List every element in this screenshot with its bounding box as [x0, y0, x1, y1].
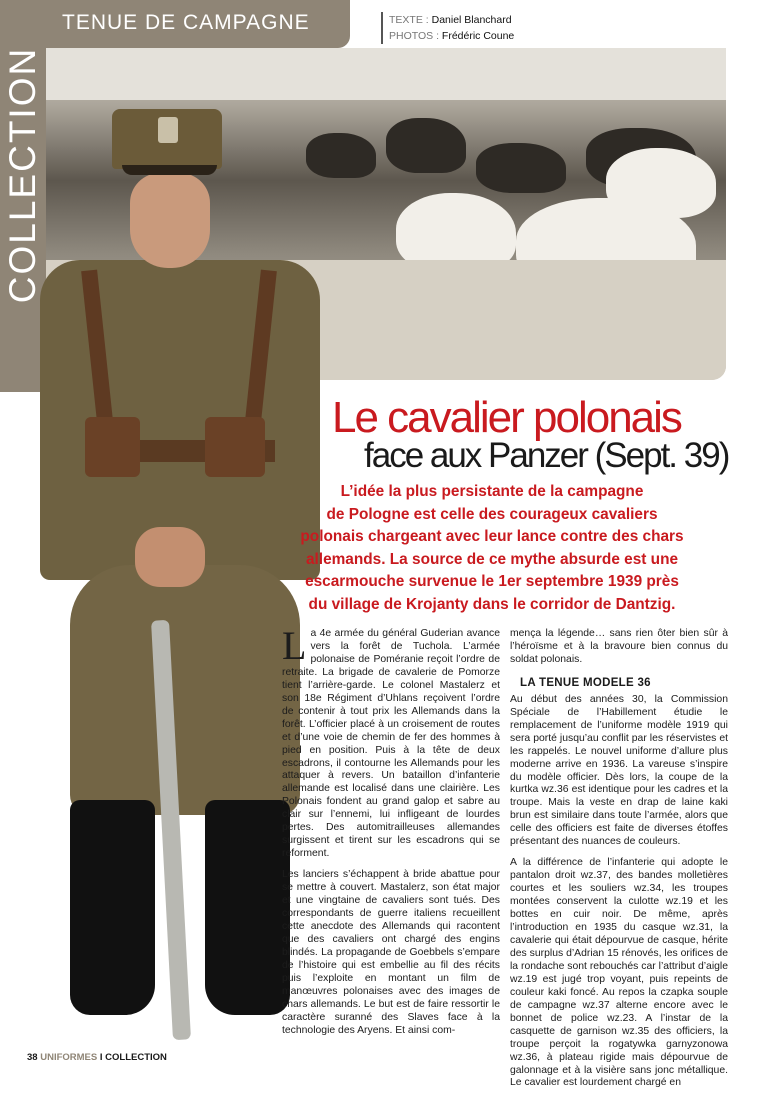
soldier-face: [130, 173, 210, 268]
magazine-name: UNIFORMES: [40, 1052, 98, 1063]
soldier-hands: [135, 527, 205, 587]
body-paragraph: Les lanciers s’échappent à bride abattue pour se mettre à couvert. Mastalerz, son état major et une vingtaine de cavaliers sont tués. Des correspondants de guerre italiens recueillent cette anecdote des Allemands qui racontent que des cavaliers ont chargé des engins blindés. La propagande de Goebbels s’empare de l’histoire qui est embellie au fil des récits puis l’exploite en montant un film de manœuvres polonaises avec des images de chars allemands. Le but est de faire ressortir le caractère suranné des Slaves face à la technologie des Aryens. Et ainsi com-: [282, 869, 500, 1036]
photo-sky: [46, 48, 726, 100]
body-paragraph: Au début des années 30, la Commission Spéciale de l’Habillement étudie le remplacement de l’uniforme modèle 1919 qui sera porté jusqu’au conflit par les réservistes et les rappelés. Le nouvel uniforme d’allure plus moderne arrive en 1936. La vareuse s’inspire du modèle officier. Dès lors, la coupe de la kurtka wz.36 est identique pour les cadres et la troupe. Mais la veste en drap de laine kaki brun est similaire dans toute l’armée, alors que celle des officiers est faite de diverses étoffes présentant des nuances de couleurs.: [510, 693, 728, 848]
photo-credit-author: Frédéric Coune: [441, 30, 515, 42]
soldier-boot: [205, 800, 290, 1015]
lead-line: de Pologne est celle des courageux cavaliers: [326, 505, 658, 523]
section-banner: [46, 0, 350, 48]
cap-visor: [122, 165, 217, 175]
body-column-2: [510, 628, 728, 1098]
section-subheading: LA TENUE MODELE 36: [520, 676, 651, 689]
footer-separator: I: [99, 1052, 103, 1063]
photo-credit: [389, 28, 514, 44]
lead-paragraph: [262, 481, 722, 616]
body-column-1: [282, 623, 500, 1046]
text-credit: [389, 12, 514, 28]
side-tab-label: COLLECTION: [2, 46, 43, 304]
soldier-boot: [70, 800, 155, 1015]
text-credit-author: Daniel Blanchard: [431, 14, 512, 26]
page-footer: [27, 1052, 167, 1063]
lead-line: du village de Krojanty dans le corridor de Dantzig.: [308, 595, 676, 613]
page-number: 38: [27, 1052, 38, 1063]
lead-line: allemands. La source de ce mythe absurde est une: [305, 550, 679, 568]
photo-credit-label: PHOTOS :: [389, 30, 439, 42]
credits: [381, 12, 514, 44]
body-paragraph: mença la légende… sans rien ôter bien sûr à l’héroïsme et à la bravoure bien connus du soldat polonais.: [510, 628, 728, 665]
cap-badge: [158, 117, 178, 143]
lead-line: escarmouche survenue le 1er septembre 1939 près: [305, 573, 679, 590]
headline-title: Le cavalier polonais: [332, 393, 681, 442]
lead-line: L’idée la plus persistante de la campagne: [340, 483, 644, 500]
photo-horse: [476, 143, 566, 193]
photo-horse: [386, 118, 466, 173]
headline-subtitle: face aux Panzer (Sept. 39): [364, 436, 729, 475]
drop-cap: L: [282, 623, 307, 668]
soldier-pouch: [85, 417, 140, 477]
section-label: TENUE DE CAMPAGNE: [62, 11, 310, 34]
lead-line: polonais chargeant avec leur lance contre des chars: [300, 528, 684, 545]
text-credit-label: TEXTE :: [389, 14, 429, 26]
soldier-pouch: [205, 417, 265, 477]
footer-section: COLLECTION: [105, 1052, 167, 1063]
body-text: a 4e armée du général Guderian avance vers la forêt de Tuchola. L’armée polonaise de Poméranie reçoit l’ordre de retraite. La brigade de cavalerie de Pomorze tient l’arrière-garde. Le colonel Mastalerz et son 18e Régiment d’Uhlans reçoivent l’ordre de contenir à tout prix les Allemands dans la forêt. L’officier placé à un croisement de routes et d’une voie de chemin de fer des hommes à pied en position. Puis à la tête de deux escadrons, il contourne les Allemands pour les attaquer à revers. Un bataillon d’infanterie allemande est localisé dans une clairière. Les Polonais fondent au grand galop et sabre au clair sur l’ennemi, lui infligeant de lourdes pertes. Des automitrailleuses allemandes surgissent et tirent sur les escadrons qui se reforment.: [282, 628, 500, 860]
body-paragraph: [282, 623, 500, 861]
body-paragraph: A la différence de l’infanterie qui adopte le pantalon droit wz.37, des bandes molletières courtes et les souliers wz.34, les troupes montées conservent la culotte wz.19 et les bottes en cuir noir. De même, après l’introduction en 1935 du casque wz.31, la cavalerie qui était dépourvue de casque, hérite des surplus d’Adrian 15 rénovés, les orifices de la rondache sont rebouchés car l’attribut d’aigle wz.19 est jugé trop voyant, puis repeints de couleur kaki foncé. Au repos la czapka souple de campagne wz.37 alterne encore avec le bonnet de police wz.23. A l’instar de la casquette de garnison wz.35 des officiers, la troupe perçoit la rogatywka garnyzonowa wz.36, à plateau rigide mais dépourvue de galonnage et à la visière sans jonc métallique. Le cavalier est lourdement chargé en: [510, 857, 728, 1089]
photo-white-horse: [606, 148, 716, 218]
